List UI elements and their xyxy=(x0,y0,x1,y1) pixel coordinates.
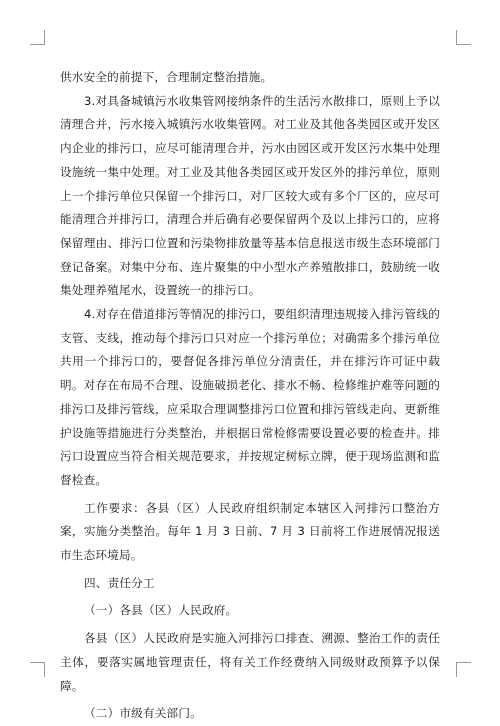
paragraph-county-government: 各县（区）人民政府是实施入河排污口排查、溯源、整治工作的责任主体，要落实属地管理责任，将有关工作经费纳入同级财政预算予以保障。 xyxy=(60,631,440,693)
subsection-title-county-government: （一）各县（区）人民政府。 xyxy=(84,603,238,618)
crop-mark-bottom-left xyxy=(30,662,45,677)
crop-mark-top-left xyxy=(30,30,45,45)
paragraph-item-3: 3.对具备城镇污水收集管网接纳条件的生活污水散排口，原则上予以清理合并，污水接入城镇污水收集管网。对工业及其他各类园区或开发区内企业的排污口，应尽可能清理合并，污水由园区或开发区污水集中处理设施统一集中处理。对工业及其他各类园区或开发区外的排污单位，原则上一个排污单位只保留一个排污口，对厂区较大或有多个厂区的，应尽可能清理合并排污口，清理合并后确有必要保留两个及以上排污口的，应将保留理由、排污口位置和污染物排放量等基本信息报送市级生态环境部门登记备案。对集中分布、连片聚集的中小型水产养殖散排口，鼓励统一收集处理养殖尾水，设置统一的排污口。 xyxy=(60,93,440,298)
paragraph-continuation: 供水安全的前提下，合理制定整治措施。 xyxy=(60,70,273,84)
crop-mark-bottom-right xyxy=(456,662,471,677)
subsection-title-city-departments: （二）市级有关部门。 xyxy=(84,706,202,721)
paragraph-item-4: 4.对存在借道排污等情况的排污口，要组织清理违规接入排污管线的支管、支线，推动每个排污口只对应一个排污单位；对确需多个排污单位共用一个排污口的，要督促各排污单位分清责任，并在排污许可证中载明。对存在布局不合理、设施破损老化、排水不畅、检修维护难等问题的排污口及排污管线，应采取合理调整排污口位置和排污管线走向、更新维护设施等措施进行分类整治，并根据日常检修需要设置必要的检查井。排污口设置应当符合相关规范要求，并按规定树标立牌，便于现场监测和监督检查。 xyxy=(60,307,440,487)
section-title-responsibility: 四、责任分工 xyxy=(84,575,155,590)
document-body xyxy=(60,66,440,726)
crop-mark-top-right xyxy=(456,30,471,45)
paragraph-work-requirement: 工作要求：各县（区）人民政府组织制定本辖区入河排污口整治方案，实施分类整治。每年 1 月 3 日前、7 月 3 日前将工作进展情况报送市生态环境局。 xyxy=(60,500,440,563)
